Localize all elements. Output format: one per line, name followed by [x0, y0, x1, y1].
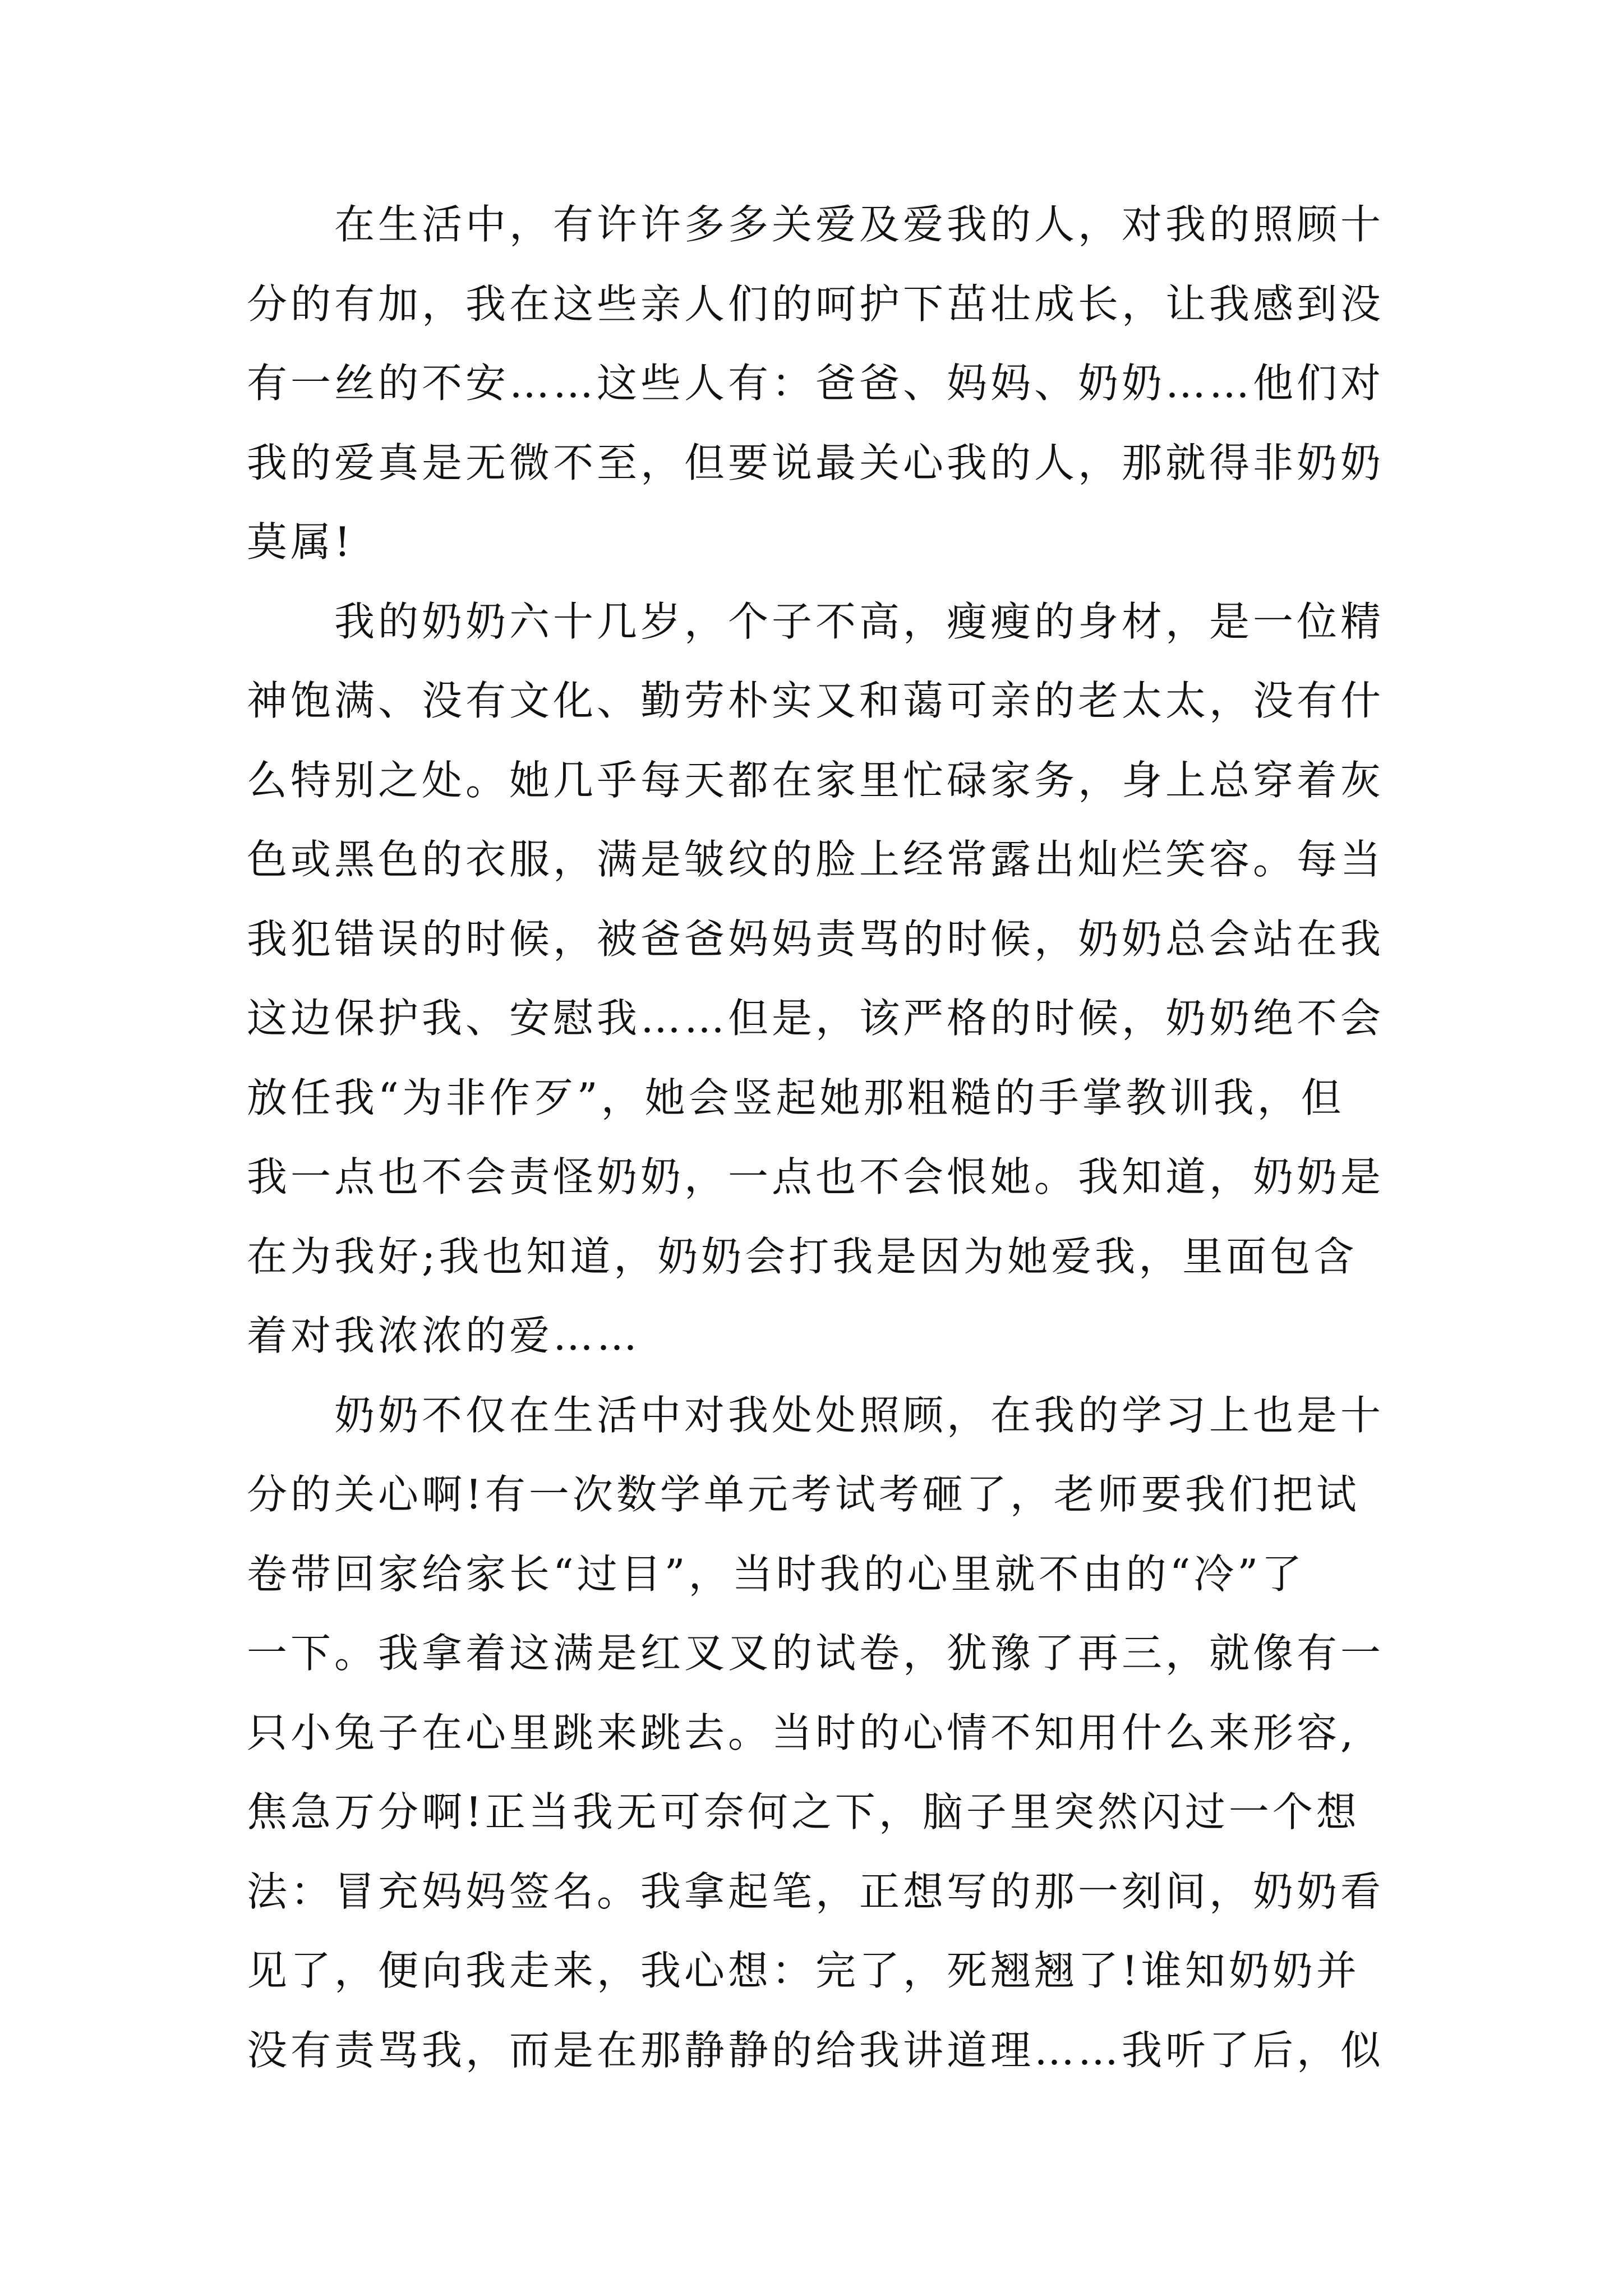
- paragraph-2-line-6: 这边保护我、安慰我……但是，该严格的时候，奶奶绝不会: [247, 995, 1385, 1042]
- paragraph-2-line-5: 我犯错误的时候，被爸爸妈妈责骂的时候，奶奶总会站在我: [247, 915, 1385, 963]
- paragraph-2-line-8: 我一点也不会责怪奶奶，一点也不会恨她。我知道，奶奶是: [247, 1153, 1385, 1200]
- paragraph-1-line-3: 有一丝的不安……这些人有：爸爸、妈妈、奶奶……他们对: [247, 360, 1385, 407]
- paragraph-3-line-9: 没有责骂我，而是在那静静的给我讲道理……我听了后，似: [247, 2026, 1385, 2074]
- paragraph-2-line-4: 色或黑色的衣服，满是皱纹的脸上经常露出灿烂笑容。每当: [247, 836, 1385, 883]
- paragraph-3-line-8: 见了，便向我走来，我心想：完了，死翘翘了!谁知奶奶并: [247, 1947, 1360, 1994]
- paragraph-3-line-6: 焦急万分啊!正当我无可奈何之下，脑子里突然闪过一个想: [247, 1788, 1360, 1835]
- paragraph-1-line-1: 在生活中，有许许多多关爱及爱我的人，对我的照顾十: [334, 201, 1385, 248]
- paragraph-3-line-2: 分的关心啊!有一次数学单元考试考砸了，老师要我们把试: [247, 1471, 1360, 1518]
- paragraph-2-line-7: 放任我“为非作歹”，她会竖起她那粗糙的手掌教训我，但: [247, 1074, 1345, 1121]
- paragraph-3-line-4: 一下。我拿着这满是红叉叉的试卷，犹豫了再三，就像有一: [247, 1630, 1385, 1677]
- paragraph-3-line-1: 奶奶不仅在生活中对我处处照顾，在我的学习上也是十: [334, 1391, 1385, 1439]
- paragraph-2-line-10: 着对我浓浓的爱……: [247, 1312, 641, 1359]
- paragraph-3-line-3: 卷带回家给家长“过目”，当时我的心里就不由的“冷”了: [247, 1550, 1306, 1598]
- paragraph-1-line-5: 莫属!: [247, 518, 354, 565]
- paragraph-2-line-1: 我的奶奶六十几岁，个子不高，瘦瘦的身材，是一位精: [334, 597, 1385, 645]
- paragraph-2-line-9: 在为我好;我也知道，奶奶会打我是因为她爱我，里面包含: [247, 1232, 1358, 1280]
- paragraph-2-line-2: 神饱满、没有文化、勤劳朴实又和蔼可亲的老太太，没有什: [247, 677, 1385, 724]
- essay-body: [247, 185, 1391, 2090]
- paragraph-2-line-3: 么特别之处。她几乎每天都在家里忙碌家务，身上总穿着灰: [247, 756, 1385, 804]
- paragraph-1-line-2: 分的有加，我在这些亲人们的呵护下茁壮成长，让我感到没: [247, 280, 1385, 328]
- paragraph-3-line-7: 法：冒充妈妈签名。我拿起笔，正想写的那一刻间，奶奶看: [247, 1867, 1385, 1915]
- paragraph-1-line-4: 我的爱真是无微不至，但要说最关心我的人，那就得非奶奶: [247, 439, 1385, 486]
- paragraph-3-line-5: 只小兔子在心里跳来跳去。当时的心情不知用什么来形容,: [247, 1709, 1357, 1756]
